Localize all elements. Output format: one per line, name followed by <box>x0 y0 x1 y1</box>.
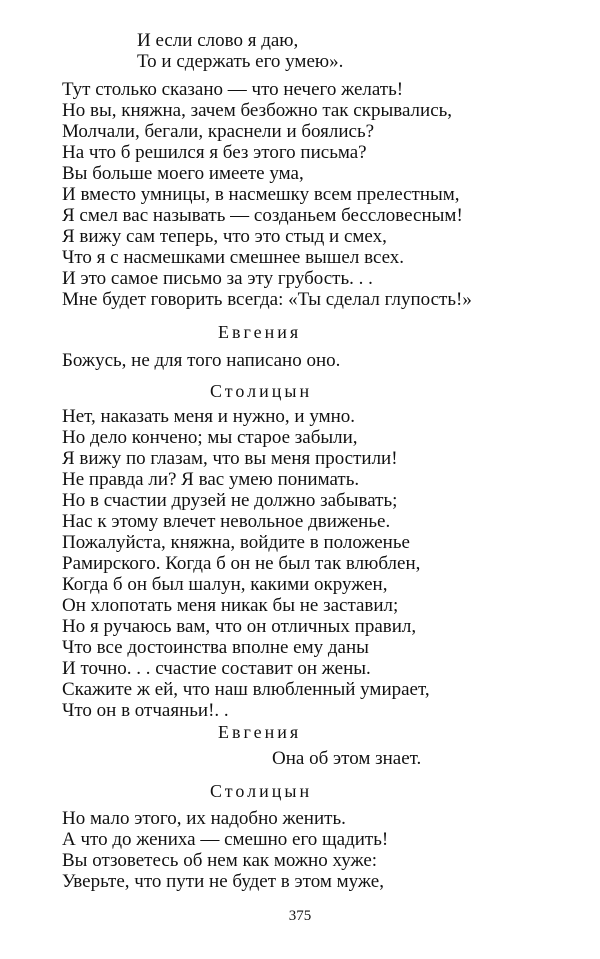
verse-line: Но вы, княжна, зачем безбожно так скрывались, <box>62 100 453 121</box>
verse-line: Она об этом знает. <box>272 748 422 769</box>
verse-line: Вы больше моего имеете ума, <box>62 163 304 184</box>
verse-line: И если слово я даю, <box>137 30 299 51</box>
verse-line: Нас к этому влечет невольное движенье. <box>62 511 391 532</box>
speaker-name: Столицын <box>210 781 313 801</box>
verse-line: Уверьте, что пути не будет в этом муже, <box>62 871 384 892</box>
verse-line: Но в счастии друзей не должно забывать; <box>62 490 398 511</box>
verse-line: Что я с насмешками смешнее вышел всех. <box>62 247 405 268</box>
stolitsyn-speech-1 <box>0 79 600 310</box>
evgenia-speech-1 <box>0 350 600 371</box>
verse-line: Что он в отчаяньи!. . <box>62 700 229 721</box>
verse-line: Пожалуйста, княжна, войдите в положенье <box>62 532 410 553</box>
speaker-name: Столицын <box>210 381 313 401</box>
verse-line: Вы отзоветесь об нем как можно хуже: <box>62 850 378 871</box>
verse-line: Рамирского. Когда б он не был так влюблен, <box>62 553 421 574</box>
verse-line: Но дело кончено; мы старое забыли, <box>62 427 358 448</box>
verse-line: Я вижу по глазам, что вы меня простили! <box>62 448 398 469</box>
verse-line: Божусь, не для того написано оно. <box>62 350 341 371</box>
verse-line: Молчали, бегали, краснели и боялись? <box>62 121 375 142</box>
stolitsyn-speech-2 <box>0 406 600 721</box>
verse-line: Что все достоинства вполне ему даны <box>62 637 369 658</box>
verse-line: А что до жениха — смешно его щадить! <box>62 829 389 850</box>
stolitsyn-speech-3 <box>0 808 600 892</box>
verse-line: То и сдержать его умею». <box>137 51 344 72</box>
verse-line: Нет, наказать меня и нужно, и умно. <box>62 406 356 427</box>
page-number: 375 <box>288 908 312 924</box>
verse-line: Скажите ж ей, что наш влюбленный умирает, <box>62 679 430 700</box>
verse-line: Но мало этого, их надобно женить. <box>62 808 346 829</box>
verse-line: На что б решился я без этого письма? <box>62 142 367 163</box>
speaker-name: Евгения <box>218 322 302 342</box>
verse-line: Мне будет говорить всегда: «Ты сделал глупость!» <box>62 289 472 310</box>
verse-line: Но я ручаюсь вам, что он отличных правил, <box>62 616 417 637</box>
speaker-name: Евгения <box>218 722 302 742</box>
verse-line: И точно. . . счастие составит он жены. <box>62 658 371 679</box>
verse-line: И это самое письмо за эту грубость. . . <box>62 268 373 289</box>
verse-line: Не правда ли? Я вас умею понимать. <box>62 469 360 490</box>
verse-line: Он хлопотать меня никак бы не заставил; <box>62 595 399 616</box>
evgenia-speech-2 <box>0 748 600 769</box>
verse-line: Когда б он был шалун, какими окружен, <box>62 574 388 595</box>
verse-line: Я смел вас называть — созданьем бессловесным! <box>62 205 463 226</box>
verse-line: Тут столько сказано — что нечего желать! <box>62 79 404 100</box>
verse-line: Я вижу сам теперь, что это стыд и смех, <box>62 226 387 247</box>
intro-verse <box>0 30 600 72</box>
verse-line: И вместо умницы, в насмешку всем прелестным, <box>62 184 460 205</box>
